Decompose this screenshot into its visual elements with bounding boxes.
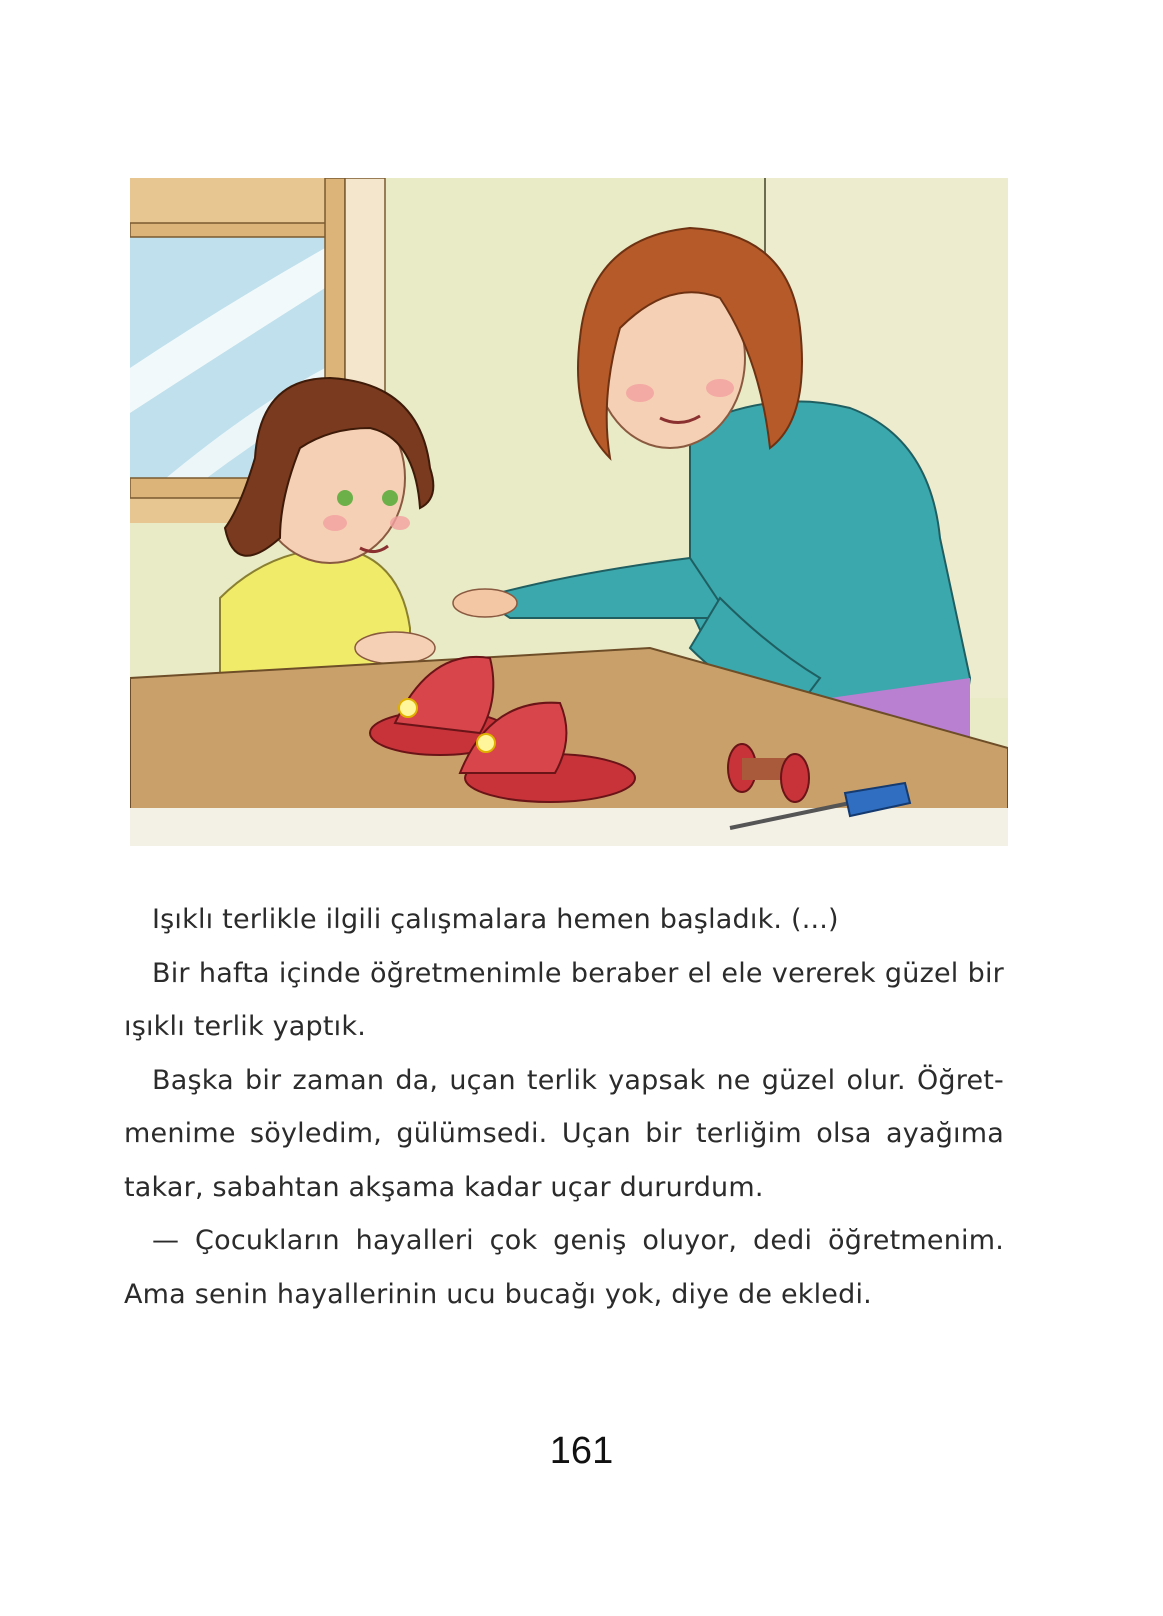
paragraph-2: Bir hafta içinde öğretmenimle beraber el ele vererek güzel bir ışıklı terlik yaptık.: [124, 957, 1004, 1042]
paragraph-1: Işıklı terlikle ilgili çalışmalara hemen başladık. (...): [152, 904, 839, 935]
page-number: 161: [549, 1430, 614, 1472]
story-text: [124, 893, 1004, 1321]
paragraph-3: Başka bir zaman da, uçan terlik yapsak ne güzel olur. Öğret-menime söyledim, gülümsedi. Uçan bir terliğim olsa ayağıma takar, sabahtan akşama kadar uçar dururdum.: [124, 1064, 1004, 1203]
illustration-svg: [130, 178, 1008, 846]
story-illustration: [130, 178, 1008, 846]
paragraph-4: — Çocukların hayalleri çok geniş oluyor, dedi öğretmenim. Ama senin hayallerinin ucu bucağı yok, diye de ekledi.: [124, 1225, 1004, 1310]
